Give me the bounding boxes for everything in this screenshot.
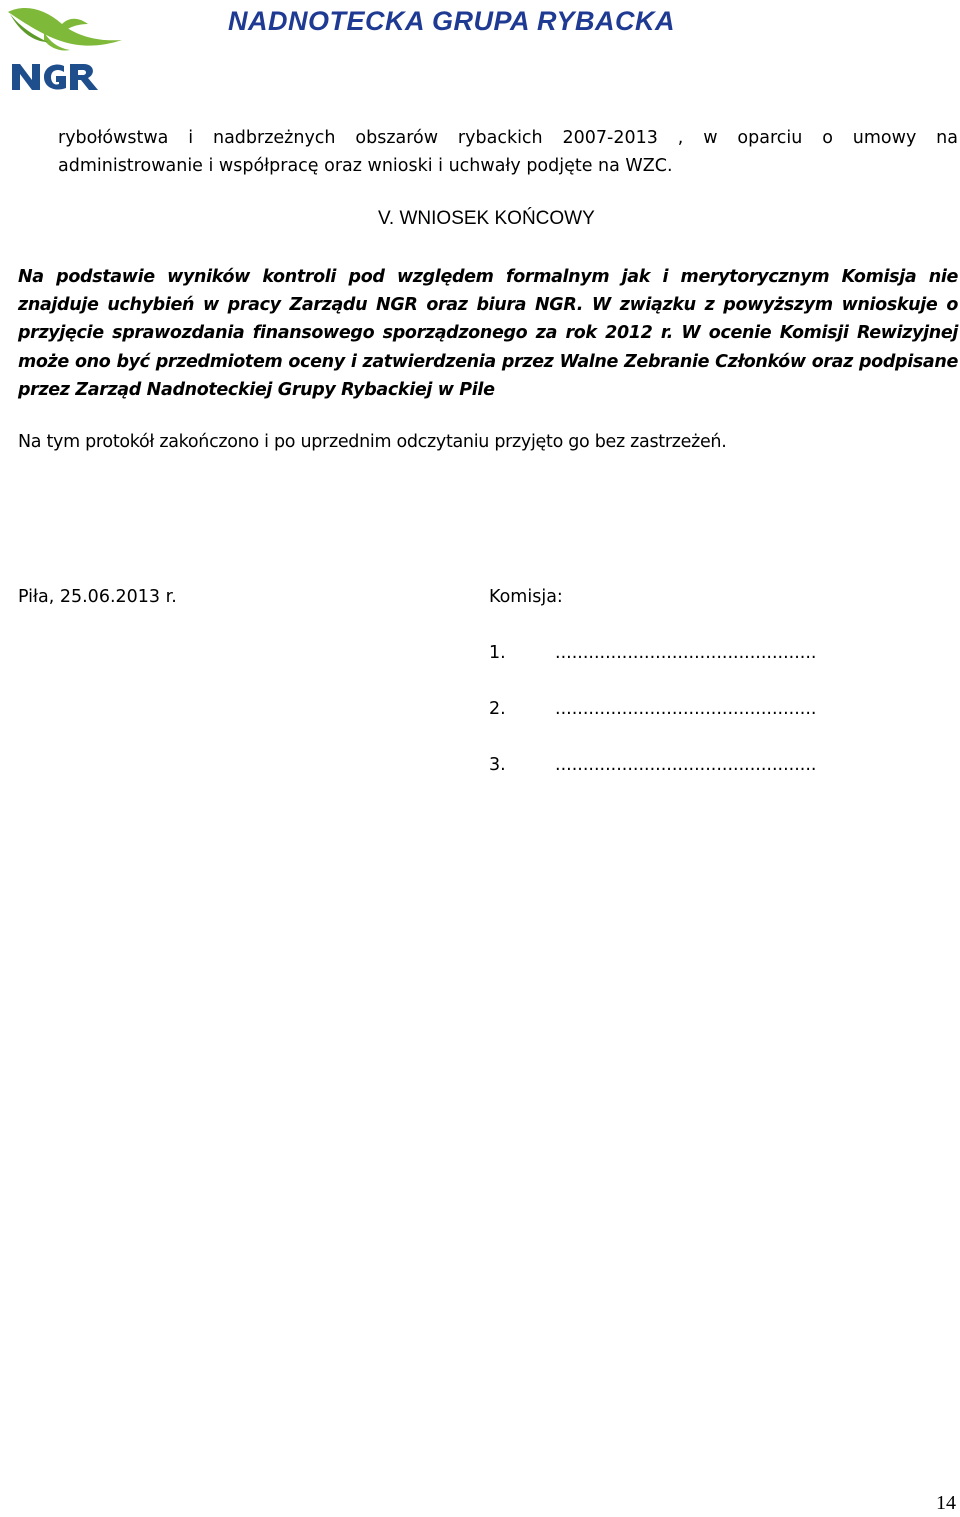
- commission-label: Komisja:: [489, 587, 563, 607]
- ngr-logo: [4, 2, 126, 98]
- signature-dots: ...............................................: [555, 755, 817, 775]
- page-number: 14: [936, 1492, 956, 1514]
- intro-line-1: rybołówstwa i nadbrzeżnych obszarów rybackich 2007-2013 , w oparciu o umowy na: [58, 128, 958, 148]
- signature-number: 1.: [489, 643, 506, 663]
- intro-paragraph: [58, 124, 958, 180]
- signature-number: 2.: [489, 699, 506, 719]
- signature-dots: ...............................................: [555, 643, 817, 663]
- section-heading: V. WNIOSEK KOŃCOWY: [378, 208, 595, 229]
- signature-line: [489, 643, 816, 663]
- place-and-date: Piła, 25.06.2013 r.: [18, 587, 177, 607]
- fish-logo-icon: [4, 2, 126, 98]
- intro-line-2: administrowanie i współpracę oraz wnioski i uchwały podjęte na WZC.: [58, 156, 673, 176]
- page-header-title: NADNOTECKA GRUPA RYBACKA: [228, 6, 676, 36]
- closing-statement: Na tym protokół zakończono i po uprzednim odczytaniu przyjęto go bez zastrzeżeń.: [18, 432, 727, 452]
- signature-number: 3.: [489, 755, 506, 775]
- conclusion-paragraph: Na podstawie wyników kontroli pod względem formalnym jak i merytorycznym Komisja nie znajduje uchybień w pracy Zarządu NGR oraz biura NGR. W związku z powyższym wnioskuje o przyjęcie sprawozdania finansowego sporządzonego za rok 2012 r. W ocenie Komisji Rewizyjnej może ono być przedmiotem oceny i zatwierdzenia przez Walne Zebranie Członków oraz podpisane przez Zarząd Nadnoteckiej Grupy Rybackiej w Pile: [18, 267, 958, 400]
- signature-dots: ...............................................: [555, 699, 817, 719]
- signature-line: [489, 755, 816, 775]
- signature-line: [489, 699, 816, 719]
